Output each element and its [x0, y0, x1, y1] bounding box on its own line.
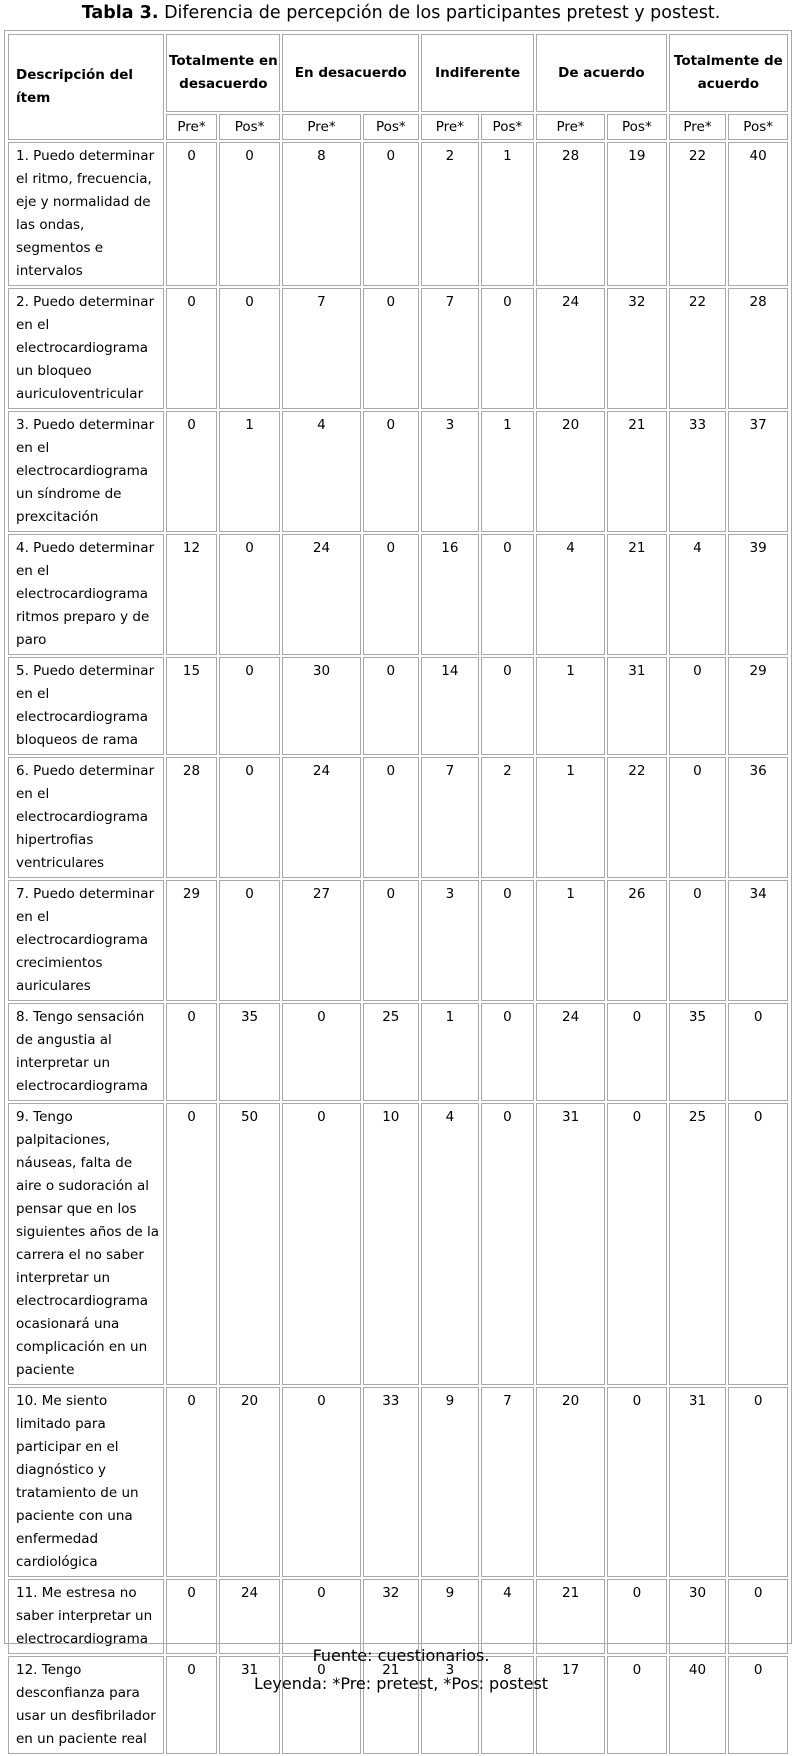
cell-value: 0: [607, 1103, 667, 1385]
cell-value: 4: [421, 1103, 479, 1385]
cell-value: 0: [728, 1579, 788, 1654]
pos-header: Pos*: [607, 114, 667, 140]
cell-value: 2: [481, 757, 534, 878]
cell-value: 7: [421, 757, 479, 878]
cell-value: 0: [363, 534, 420, 655]
table-row: [8, 142, 788, 286]
cell-value: 36: [728, 757, 788, 878]
cell-value: 1: [219, 411, 281, 532]
pre-header: Pre*: [282, 114, 360, 140]
source-note: Fuente: cuestionarios.: [312, 1646, 490, 1665]
cell-value: 0: [219, 657, 281, 755]
cell-value: 3: [421, 1656, 479, 1754]
cell-value: 0: [728, 1656, 788, 1754]
cell-value: 22: [669, 142, 727, 286]
cell-value: 31: [219, 1656, 281, 1754]
cell-value: 0: [363, 411, 420, 532]
cell-value: 25: [669, 1103, 727, 1385]
cell-value: 1: [536, 880, 605, 1001]
cell-value: 31: [536, 1103, 605, 1385]
cell-value: 35: [219, 1003, 281, 1101]
cell-value: 24: [282, 534, 360, 655]
cell-value: 24: [536, 1003, 605, 1101]
cell-value: 4: [481, 1579, 534, 1654]
cell-value: 40: [669, 1656, 727, 1754]
cell-value: 0: [607, 1579, 667, 1654]
item-description: 3. Puedo determinar en el electrocardiograma un síndrome de prexcitación: [8, 411, 164, 532]
cell-value: 28: [166, 757, 216, 878]
cell-value: 28: [536, 142, 605, 286]
cell-value: 0: [669, 880, 727, 1001]
pos-header: Pos*: [481, 114, 534, 140]
cell-value: 39: [728, 534, 788, 655]
cell-value: 22: [669, 288, 727, 409]
cell-value: 8: [481, 1656, 534, 1754]
cell-value: 28: [728, 288, 788, 409]
cell-value: 30: [282, 657, 360, 755]
cell-value: 26: [607, 880, 667, 1001]
cell-value: 34: [728, 880, 788, 1001]
cell-value: 0: [481, 657, 534, 755]
table-caption: Diferencia de percepción de los participantes pretest y postest.: [164, 3, 721, 23]
group-header: Totalmente en desacuerdo: [166, 34, 280, 112]
table-row: [8, 880, 788, 1001]
table-label: Tabla 3.: [81, 3, 159, 23]
cell-value: 8: [282, 142, 360, 286]
cell-value: 0: [363, 880, 420, 1001]
cell-value: 33: [669, 411, 727, 532]
cell-value: 31: [669, 1387, 727, 1577]
cell-value: 0: [219, 142, 281, 286]
cell-value: 0: [282, 1579, 360, 1654]
cell-value: 24: [219, 1579, 281, 1654]
table-row: [8, 1003, 788, 1101]
cell-value: 0: [607, 1387, 667, 1577]
cell-value: 50: [219, 1103, 281, 1385]
cell-value: 31: [607, 657, 667, 755]
table-row: [8, 1387, 788, 1577]
item-description: 1. Puedo determinar el ritmo, frecuencia, eje y normalidad de las ondas, segmentos e intervalos: [8, 142, 164, 286]
group-header: Indiferente: [421, 34, 534, 112]
table-title: [0, 2, 802, 24]
cell-value: 24: [282, 757, 360, 878]
cell-value: 9: [421, 1579, 479, 1654]
cell-value: 40: [728, 142, 788, 286]
cell-value: 0: [219, 288, 281, 409]
cell-value: 0: [282, 1003, 360, 1101]
cell-value: 1: [481, 411, 534, 532]
cell-value: 9: [421, 1387, 479, 1577]
cell-value: 0: [166, 1103, 216, 1385]
cell-value: 0: [166, 1656, 216, 1754]
pre-header: Pre*: [669, 114, 727, 140]
table-row: [8, 411, 788, 532]
cell-value: 20: [536, 1387, 605, 1577]
cell-value: 27: [282, 880, 360, 1001]
cell-value: 1: [481, 142, 534, 286]
cell-value: 12: [166, 534, 216, 655]
cell-value: 21: [607, 411, 667, 532]
cell-value: 0: [728, 1003, 788, 1101]
item-description: 12. Tengo desconfianza para usar un desfibrilador en un paciente real: [8, 1656, 164, 1754]
cell-value: 0: [607, 1656, 667, 1754]
cell-value: 0: [282, 1656, 360, 1754]
cell-value: 7: [421, 288, 479, 409]
cell-value: 0: [363, 657, 420, 755]
item-description: 7. Puedo determinar en el electrocardiograma crecimientos auriculares: [8, 880, 164, 1001]
item-description: 4. Puedo determinar en el electrocardiograma ritmos preparo y de paro: [8, 534, 164, 655]
table-row: [8, 288, 788, 409]
pre-header: Pre*: [166, 114, 216, 140]
cell-value: 21: [607, 534, 667, 655]
cell-value: 0: [166, 1003, 216, 1101]
table-row: [8, 1656, 788, 1754]
cell-value: 3: [421, 880, 479, 1001]
cell-value: 0: [363, 757, 420, 878]
cell-value: 0: [607, 1003, 667, 1101]
header-row: [8, 34, 788, 112]
cell-value: 0: [166, 142, 216, 286]
cell-value: 16: [421, 534, 479, 655]
item-description: 10. Me siento limitado para participar en el diagnóstico y tratamiento de un paciente con una enfermedad cardiológica: [8, 1387, 164, 1577]
cell-value: 0: [166, 1579, 216, 1654]
pos-header: Pos*: [219, 114, 281, 140]
cell-value: 29: [166, 880, 216, 1001]
cell-value: 0: [219, 757, 281, 878]
cell-value: 0: [669, 757, 727, 878]
item-description: 11. Me estresa no saber interpretar un electrocardiograma: [8, 1579, 164, 1654]
group-header: De acuerdo: [536, 34, 667, 112]
cell-value: 4: [282, 411, 360, 532]
group-header: Totalmente de acuerdo: [669, 34, 788, 112]
table-row: [8, 1103, 788, 1385]
cell-value: 25: [363, 1003, 420, 1101]
table-row: [8, 657, 788, 755]
table-row: [8, 534, 788, 655]
pos-header: Pos*: [363, 114, 420, 140]
cell-value: 33: [363, 1387, 420, 1577]
cell-value: 30: [669, 1579, 727, 1654]
cell-value: 32: [363, 1579, 420, 1654]
table-row: [8, 757, 788, 878]
cell-value: 24: [536, 288, 605, 409]
cell-value: 0: [363, 288, 420, 409]
group-header: En desacuerdo: [282, 34, 419, 112]
cell-value: 0: [219, 880, 281, 1001]
cell-value: 21: [363, 1656, 420, 1754]
cell-value: 7: [481, 1387, 534, 1577]
cell-value: 17: [536, 1656, 605, 1754]
legend-note: Leyenda: *Pre: pretest, *Pos: postest: [253, 1674, 549, 1693]
table-row: [8, 1579, 788, 1654]
item-description: 6. Puedo determinar en el electrocardiograma hipertrofias ventriculares: [8, 757, 164, 878]
item-description: 5. Puedo determinar en el electrocardiograma bloqueos de rama: [8, 657, 164, 755]
cell-value: 0: [728, 1103, 788, 1385]
cell-value: 20: [536, 411, 605, 532]
cell-value: 35: [669, 1003, 727, 1101]
cell-value: 22: [607, 757, 667, 878]
cell-value: 0: [282, 1103, 360, 1385]
cell-value: 15: [166, 657, 216, 755]
cell-value: 1: [536, 657, 605, 755]
cell-value: 29: [728, 657, 788, 755]
description-header: Descripción del ítem: [8, 34, 164, 140]
cell-value: 0: [219, 534, 281, 655]
cell-value: 0: [481, 1003, 534, 1101]
cell-value: 0: [481, 288, 534, 409]
pre-header: Pre*: [421, 114, 479, 140]
cell-value: 4: [536, 534, 605, 655]
item-description: 8. Tengo sensación de angustia al interpretar un electrocardiograma: [8, 1003, 164, 1101]
cell-value: 21: [536, 1579, 605, 1654]
pre-header: Pre*: [536, 114, 605, 140]
pos-header: Pos*: [728, 114, 788, 140]
cell-value: 0: [166, 411, 216, 532]
cell-value: 2: [421, 142, 479, 286]
cell-value: 0: [728, 1387, 788, 1577]
cell-value: 0: [166, 1387, 216, 1577]
cell-value: 19: [607, 142, 667, 286]
cell-value: 32: [607, 288, 667, 409]
cell-value: 10: [363, 1103, 420, 1385]
cell-value: 4: [669, 534, 727, 655]
cell-value: 1: [421, 1003, 479, 1101]
cell-value: 7: [282, 288, 360, 409]
item-description: 9. Tengo palpitaciones, náuseas, falta de aire o sudoración al pensar que en los siguientes años de la carrera el no saber interpretar un electrocardiograma ocasionará una complicación en un paciente: [8, 1103, 164, 1385]
cell-value: 0: [669, 657, 727, 755]
data-table: [6, 32, 790, 1756]
cell-value: 0: [282, 1387, 360, 1577]
cell-value: 37: [728, 411, 788, 532]
cell-value: 0: [481, 1103, 534, 1385]
cell-value: 0: [481, 880, 534, 1001]
cell-value: 0: [481, 534, 534, 655]
cell-value: 3: [421, 411, 479, 532]
cell-value: 0: [363, 142, 420, 286]
cell-value: 20: [219, 1387, 281, 1577]
cell-value: 14: [421, 657, 479, 755]
cell-value: 0: [166, 288, 216, 409]
item-description: 2. Puedo determinar en el electrocardiograma un bloqueo auriculoventricular: [8, 288, 164, 409]
cell-value: 1: [536, 757, 605, 878]
